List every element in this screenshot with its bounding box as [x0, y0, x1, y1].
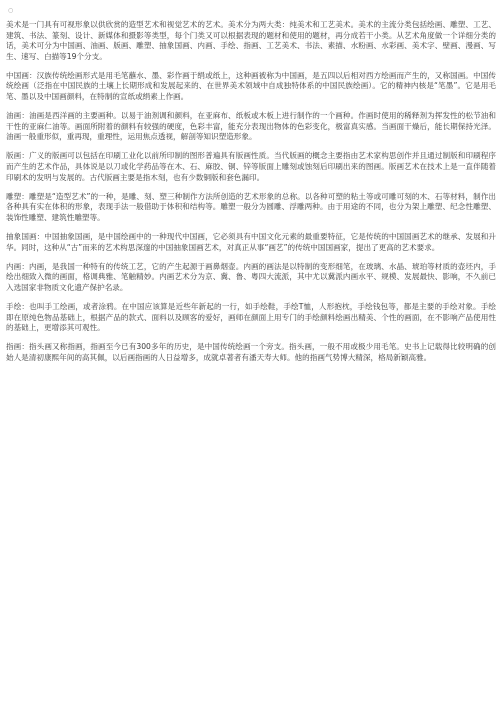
paragraph-chinese-painting: 中国画：汉族传统绘画形式是用毛笔蘸水、墨、彩作画于绢或纸上，这种画被称为中国画，是五四以后相对西方绘画而产生的，又称国画。中国传统绘画（泛指在中国民族的土壤上长期形成和发展起来的、在世界美术领域中自成独特体系的中国民族绘画）。它的精神内核是“笔墨”。它是用毛笔、墨以及中国画颜料，在特制的宣纸或绢素上作画。: [6, 70, 496, 102]
paragraph-sculpture: 雕塑：雕塑是“造型艺术”的一种，是雕、刻、塑三种制作方法所创造的艺术形象的总称。以各种可塑的粘土等或可雕可刻的木、石等材料，制作出各种具有实在体积的形象，表现手法一般借助于体积和结构等。雕塑一般分为圆雕、浮雕两种。由于用途的不同，也分为架上雕塑、纪念性雕塑、装饰性雕塑、建筑性雕塑等。: [6, 191, 496, 222]
paragraph-inside-painting: 内画：内画，是我国一种特有的传统工艺，它的产生起源于画鼻烟壶。内画的画法是以特制的变形细笔，在玻璃、水晶、琥珀等材质的壶坯内，手绘出细致入微的画面，格调典雅、笔触精妙。内画艺术分为京、冀、鲁、粤四大流派，其中尤以冀派内画水平、规模、发展最快、影响，不久前已入选国家非物质文化遗产保护名录。: [6, 261, 496, 292]
paragraph-finger-painting: 指画：指头画又称指画，指画至今已有300多年的历史，是中国传统绘画一个旁支。指头画，一般不用或极少用毛笔。史书上记载得比较明确的创始人是清初康熙年间的高其佩，以后画指画的人日益增多，成就卓著者有潘天寿大师。他的指画气势博大精深，格局新颖高雅。: [6, 342, 496, 362]
corner-mark: ○: [8, 7, 14, 14]
paragraph-fine-arts-overview: 美术是一门具有可视形象以供欣赏的造型艺术和视觉艺术的艺术。美术分为两大类：纯美术和工艺美术。美术的主流分类包括绘画、雕塑、工艺、建筑、书法、篆刻、设计、新媒体和摄影等类型，每个门类又可以根据表现的题材和使用的题材，再分成若干小类。从艺术角度做一个详细分类的话，美术可分为中国画、油画、版画、雕塑、抽象国画、内画、手绘、指画、工艺美术、书法、素描、水粉画、水彩画、美术字、壁画、漫画、写生、速写、白描等19个分支。: [6, 20, 496, 61]
paragraph-oil-painting: 油画：油画是西洋画的主要画种。以易于油剂调和颜料，在亚麻布、纸板或木板上进行制作的一个画种。作画时使用的稀释剂为挥发性的松节油和干性的亚麻仁油等。画面所附着的颜料有较强的硬度，色彩丰富，能充分表现出物体的色彩变化，极富真实感。当画面干燥后，能长期保持光泽。油画一般重形似，重再现，重理性，运用焦点透视，解剖等知识塑造形象。: [6, 111, 496, 142]
paragraph-printmaking: 版画：广义的版画可以包括在印刷工业化以前所印制的图形普遍具有版画性质。当代版画的概念主要指由艺术家构思创作并且通过制版和印刷程序而产生的艺术作品，具体说是以刀或化学药品等在木、石、麻胶、铜、锌等版面上雕刻或蚀刻后印刷出来的图画。版画艺术在技术上是一直伴随着印刷术的发明与发展的。古代版画主要是指木刻，也有少数铜版和套色漏印。: [6, 151, 496, 182]
paragraph-hand-painting: 手绘：也叫手工绘画，或者涂鸦。在中国应该算是近些年新起的一行，如手绘鞋，手绘T恤，人形抱枕，手绘钱包等，都是主要的手绘对象。手绘即在原纯色物品基础上，根据产品的款式、面料以及顾客的爱好，画师在颜面上用专门的手绘颜料绘画出精美、个性的画面，在不影响产品使用性的基础上，更增添其可观性。: [6, 301, 496, 333]
paragraph-abstract-painting: 抽象国画：中国抽象国画，是中国绘画中的一种现代中国画，它必须具有中国文化元素的最重要特征，它是传统的中国国画艺术的继承、发展和升华。同时，这种从“古”而来的艺术构思深邃的中国抽象国画艺术，对真正从事“画艺”的传统中国国画家，提出了更高的艺术要求。: [6, 232, 496, 252]
